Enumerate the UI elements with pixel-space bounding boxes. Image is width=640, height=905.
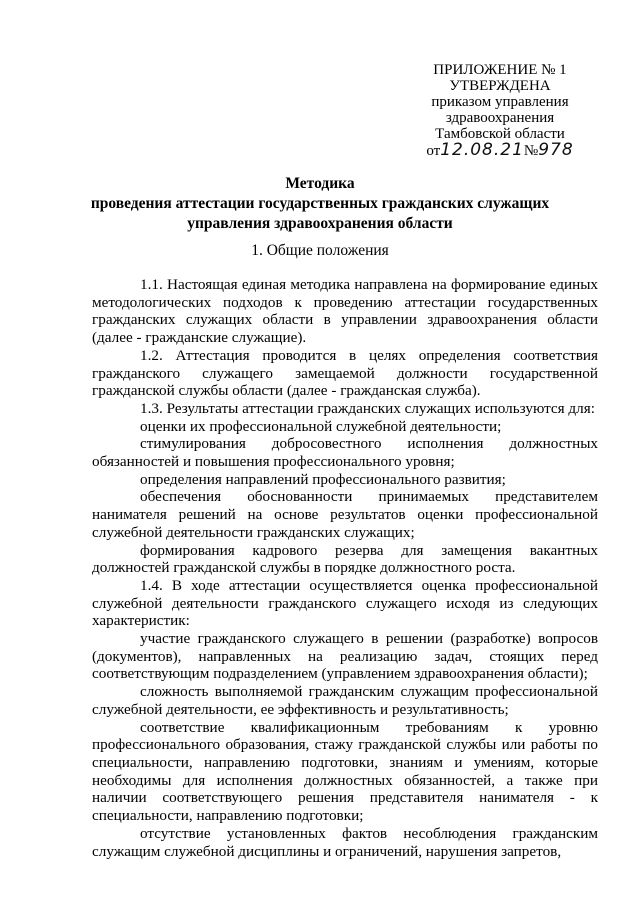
list-item: обеспечения обоснованности принимаемых представителем нанимателя решений на основе результатов оценки профессиональной служебной деятельности гражданских служащих; <box>92 488 598 541</box>
order-date-line <box>400 142 600 159</box>
list-item: отсутствие установленных фактов несоблюдения гражданским служащим служебной дисциплины и ограничений, нарушения запретов, <box>92 824 598 860</box>
order-line-1: приказом управления <box>431 94 569 110</box>
list-item: сложность выполняемой гражданским служащим профессиональной служебной деятельности, ее эффективность и результативность; <box>92 683 598 718</box>
list-item: оценки их профессиональной служебной деятельности; <box>140 417 502 435</box>
approved-label: УТВЕРЖДЕНА <box>449 78 551 94</box>
document-body <box>92 276 598 860</box>
section-heading: 1. Общие положения <box>251 242 389 259</box>
title-line-2: проведения аттестации государственных гражданских служащих <box>90 195 550 212</box>
document-title <box>60 174 580 234</box>
order-line-3: Тамбовской области <box>435 126 565 142</box>
list-item: стимулирования добросовестного исполнения должностных обязанностей и повышения профессионального уровня; <box>92 435 598 471</box>
list-item: формирования кадрового резерва для замещения вакантных должностей гражданской службы в порядке должностного роста. <box>92 541 598 577</box>
list-item: участие гражданского служащего в решении (разработке) вопросов (документов), направленных на реализацию задач, стоящих перед соответствующим подразделением (управлением здравоохранения области); <box>92 630 598 683</box>
paragraph-1-2: 1.2. Аттестация проводится в целях определения соответствия гражданского служащего замещаемой должности государственной гражданской службы области (далее - гражданская служба). <box>92 346 598 400</box>
date-prefix: от <box>426 143 441 159</box>
list-item: соответствие квалификационным требованиям к уровню профессионального образования, стажу гражданской службы или работы по специальности, направлению подготовки, знаниям и умениям, которые необходимы для исполнения должностных обязанностей, а также при наличии соответствующего решения представителя нанимателя - к специальности, направлению подготовки; <box>92 718 598 825</box>
handwritten-number: 978 <box>538 140 574 160</box>
title-line-1: Методика <box>285 175 355 192</box>
appendix-label: ПРИЛОЖЕНИЕ № 1 <box>433 62 567 78</box>
handwritten-date: 12.08.21 <box>440 140 524 160</box>
paragraph-1-1: 1.1. Настоящая единая методика направлена на формирование единых методологических подходов к проведению аттестации государственных гражданских служащих области в управлении здравоохранения области (далее - гражданские служащие). <box>92 276 598 347</box>
list-item: определения направлений профессионального развития; <box>140 470 506 488</box>
title-line-3: управления здравоохранения области <box>187 215 453 232</box>
number-prefix: № <box>523 143 539 159</box>
approval-stamp <box>400 62 600 159</box>
order-line-2: здравоохранения <box>445 110 555 126</box>
paragraph-1-4: 1.4. В ходе аттестации осуществляется оценка профессиональной служебной деятельности гражданского служащего исходя из следующих характеристик: <box>92 576 598 630</box>
paragraph-1-3: 1.3. Результаты аттестации гражданских служащих используются для: <box>140 399 595 417</box>
